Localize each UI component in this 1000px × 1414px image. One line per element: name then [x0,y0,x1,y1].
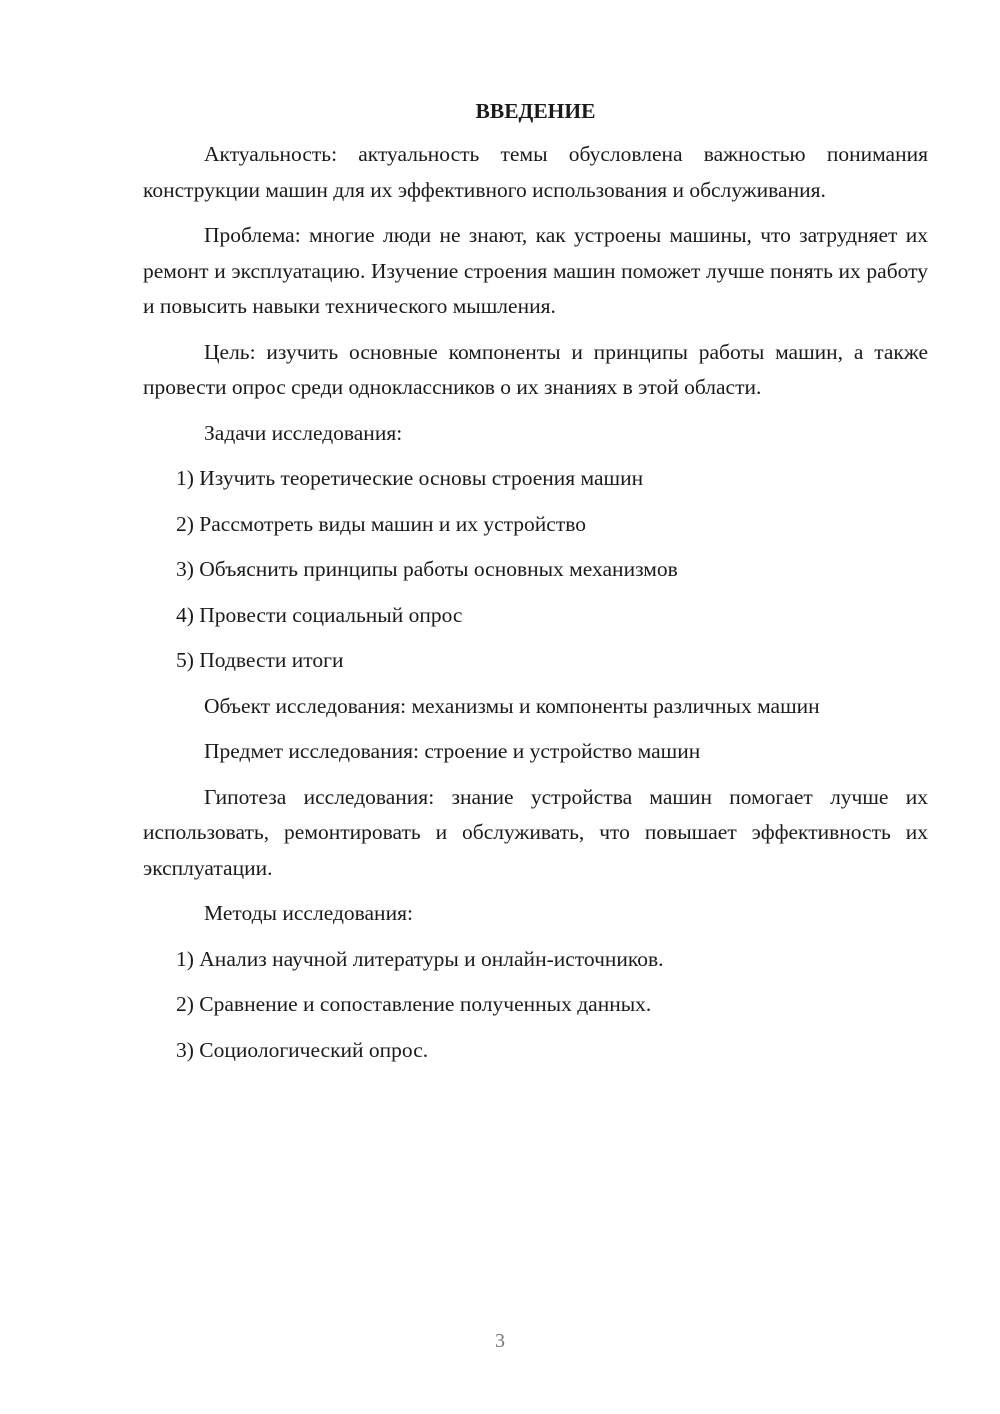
object-paragraph: Объект исследования: механизмы и компоненты различных машин [204,693,820,718]
document-body [143,93,928,1078]
tasks-list [143,461,928,679]
method-item: 3) Социологический опрос. [176,1037,429,1062]
hypothesis-paragraph: Гипотеза исследования: знание устройства машин помогает лучше их использовать, ремонтировать и обслуживать, что повышает эффективность их эксплуатации. [143,784,928,880]
tasks-heading: Задачи исследования: [204,420,403,445]
method-item: 1) Анализ научной литературы и онлайн-источников. [176,946,664,971]
goal-paragraph: Цель: изучить основные компоненты и принципы работы машин, а также провести опрос среди одноклассников о их знаниях в этой области. [143,339,928,399]
subject-paragraph: Предмет исследования: строение и устройство машин [204,739,701,763]
task-item: 4) Провести социальный опрос [176,602,463,627]
methods-heading: Методы исследования: [204,901,413,925]
task-item: 3) Объяснить принципы работы основных механизмов [176,557,678,581]
method-item: 2) Сравнение и сопоставление полученных данных. [176,992,652,1016]
page-number: 3 [495,1330,505,1352]
methods-list [143,942,928,1069]
problem-paragraph: Проблема: многие люди не знают, как устроены машины, что затрудняет их ремонт и эксплуатацию. Изучение строения машин поможет лучше понять их работу и повысить навыки технического мышления. [143,223,928,318]
task-item: 5) Подвести итоги [176,648,344,672]
task-item: 1) Изучить теоретические основы строения машин [176,466,644,490]
relevance-paragraph: Актуальность: актуальность темы обусловлена важностью понимания конструкции машин для их эффективного использования и обслуживания. [143,142,928,202]
task-item: 2) Рассмотреть виды машин и их устройство [176,511,586,536]
page-title: ВВЕДЕНИЕ [475,99,596,123]
